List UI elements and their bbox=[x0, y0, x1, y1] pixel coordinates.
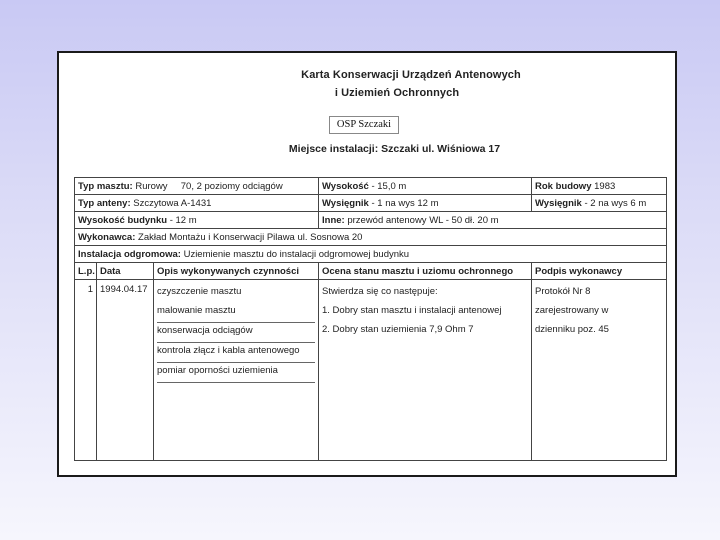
antenna-cell bbox=[75, 195, 319, 212]
antenna-value: Szczytowa A-1431 bbox=[133, 197, 212, 209]
lightning-cell bbox=[75, 246, 667, 263]
height-cell bbox=[319, 178, 532, 195]
header-row bbox=[75, 263, 667, 280]
building-label: Wysokość budynku bbox=[78, 214, 168, 226]
lightning-value: Uziemienie masztu do instalacji odgromowej budynku bbox=[183, 248, 410, 260]
mast-row bbox=[75, 178, 667, 195]
assessment-line: 2. Dobry stan uziemienia 7,9 Ohm 7 bbox=[322, 324, 474, 335]
entry-lp: 1 bbox=[75, 280, 97, 461]
building-value: - 12 m bbox=[169, 214, 197, 226]
boom2-cell bbox=[532, 195, 667, 212]
entry-work bbox=[154, 280, 319, 461]
work-line: pomiar oporności uziemienia bbox=[157, 363, 315, 383]
boom1-label: Wysięgnik bbox=[322, 197, 369, 209]
boom1-cell bbox=[319, 195, 532, 212]
height-label: Wysokość bbox=[322, 180, 369, 192]
assessment-line: Stwierdza się co następuje: bbox=[322, 286, 438, 297]
mast-type-label: Typ masztu: bbox=[78, 180, 133, 192]
entry-signature bbox=[532, 280, 667, 461]
signature-line: Protokół Nr 8 bbox=[535, 286, 591, 297]
lightning-row bbox=[75, 246, 667, 263]
work-line: czyszczenie masztu bbox=[157, 286, 242, 297]
year-value: 1983 bbox=[594, 180, 616, 192]
signature-line: zarejestrowany w bbox=[535, 305, 609, 316]
document-title-line2: i Uziemień Ochronnych bbox=[334, 87, 460, 99]
osp-label-stamp: OSP Szczaki bbox=[329, 116, 399, 134]
boom2-label: Wysięgnik bbox=[535, 197, 582, 209]
installation-place: Miejsce instalacji: Szczaki ul. Wiśniowa 17 bbox=[288, 143, 501, 155]
entry-date: 1994.04.17 bbox=[97, 280, 154, 461]
antenna-label: Typ anteny: bbox=[78, 197, 131, 209]
year-label: Rok budowy bbox=[535, 180, 592, 192]
other-cell bbox=[319, 212, 667, 229]
contractor-label: Wykonawca: bbox=[78, 231, 136, 243]
building-cell bbox=[75, 212, 319, 229]
year-cell bbox=[532, 178, 667, 195]
header-lp: L.p. bbox=[75, 263, 97, 280]
header-date: Data bbox=[97, 263, 154, 280]
entry-assessment bbox=[319, 280, 532, 461]
maintenance-table bbox=[74, 177, 667, 461]
work-line: malowanie masztu bbox=[157, 303, 315, 323]
building-row bbox=[75, 212, 667, 229]
signature-line: dzienniku poz. 45 bbox=[535, 324, 609, 335]
mast-type-value: Rurowy 70, 2 poziomy odciągów bbox=[135, 180, 283, 192]
document-title-line1: Karta Konserwacji Urządzeń Antenowych bbox=[301, 69, 521, 81]
header-assessment: Ocena stanu masztu i uziomu ochronnego bbox=[319, 263, 532, 280]
mast-type-cell bbox=[75, 178, 319, 195]
contractor-cell bbox=[75, 229, 667, 246]
maintenance-card-document bbox=[57, 51, 677, 477]
boom2-value: - 2 na wys 6 m bbox=[584, 197, 647, 209]
other-value: przewód antenowy WL - 50 dł. 20 m bbox=[347, 214, 499, 226]
work-line: kontrola złącz i kabla antenowego bbox=[157, 343, 315, 363]
header-work: Opis wykonywanych czynności bbox=[154, 263, 319, 280]
height-value: - 15,0 m bbox=[371, 180, 407, 192]
lightning-label: Instalacja odgromowa: bbox=[78, 248, 181, 260]
work-line: konserwacja odciągów bbox=[157, 323, 315, 343]
entry-row bbox=[75, 280, 667, 461]
other-label: Inne: bbox=[322, 214, 345, 226]
antenna-row bbox=[75, 195, 667, 212]
contractor-row bbox=[75, 229, 667, 246]
contractor-value: Zakład Montażu i Konserwacji Pilawa ul. Sosnowa 20 bbox=[138, 231, 363, 243]
header-signature: Podpis wykonawcy bbox=[532, 263, 667, 280]
boom1-value: - 1 na wys 12 m bbox=[371, 197, 439, 209]
assessment-line: 1. Dobry stan masztu i instalacji antenowej bbox=[322, 305, 502, 316]
